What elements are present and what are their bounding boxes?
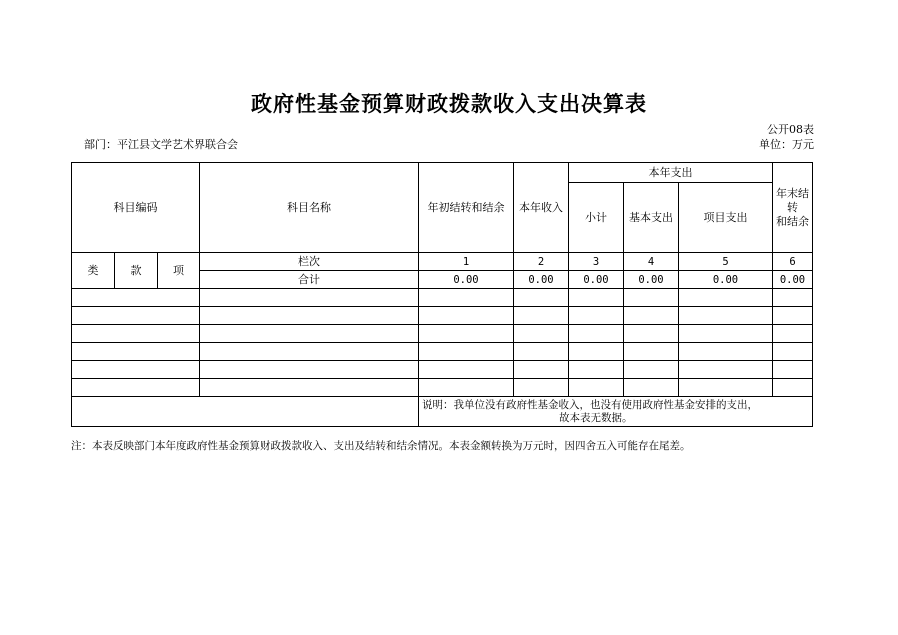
table-cell <box>569 289 624 307</box>
total-value: 0.00 <box>514 271 569 289</box>
total-value: 0.00 <box>569 271 624 289</box>
footnote: 注：本表反映部门本年度政府性基金预算财政拨款收入、支出及结转和结余情况。本表金额转换为万元时，因四舍五入可能存在尾差。 <box>71 440 691 452</box>
table-row <box>72 325 813 343</box>
table-cell <box>569 361 624 379</box>
table-cell <box>773 289 813 307</box>
item-header: 项 <box>158 253 200 289</box>
table-cell <box>72 325 200 343</box>
subject-code-header: 科目编码 <box>72 163 200 253</box>
table-cell <box>72 361 200 379</box>
subtotal-header: 小计 <box>569 183 624 253</box>
note-cell <box>419 397 773 427</box>
table-cell <box>514 379 569 397</box>
table-cell <box>773 307 813 325</box>
annual-expense-header: 本年支出 <box>569 163 773 183</box>
table-cell <box>72 289 200 307</box>
table-cell <box>569 307 624 325</box>
subject-name-header: 科目名称 <box>200 163 419 253</box>
table-cell <box>200 361 419 379</box>
form-number: 公开08表 <box>767 123 814 136</box>
page-title: 政府性基金预算财政拨款收入支出决算表 <box>251 92 647 116</box>
closing-balance-header-line2: 和结余 <box>776 214 809 228</box>
table-row <box>72 379 813 397</box>
table-cell <box>419 325 514 343</box>
table-cell <box>514 361 569 379</box>
table-cell <box>200 307 419 325</box>
table-cell <box>419 343 514 361</box>
column-number: 2 <box>514 253 569 271</box>
table-cell <box>200 379 419 397</box>
section-header: 款 <box>115 253 158 289</box>
table-cell <box>624 343 679 361</box>
table-cell <box>200 289 419 307</box>
closing-balance-header-line1: 年末结转 <box>776 186 809 214</box>
table-cell <box>569 343 624 361</box>
table-cell <box>624 289 679 307</box>
table-cell <box>200 343 419 361</box>
total-label: 合计 <box>200 271 419 289</box>
table-cell <box>679 379 773 397</box>
table-cell <box>773 379 813 397</box>
table-cell <box>679 307 773 325</box>
table-cell <box>514 343 569 361</box>
table-cell <box>624 379 679 397</box>
table-cell <box>773 325 813 343</box>
table-cell <box>200 325 419 343</box>
department-label: 部门：平江县文学艺术界联合会 <box>84 138 238 151</box>
table-cell <box>624 361 679 379</box>
total-value: 0.00 <box>624 271 679 289</box>
table-cell <box>624 307 679 325</box>
header-row-1 <box>72 163 813 183</box>
table-cell <box>419 289 514 307</box>
table-cell <box>419 379 514 397</box>
column-number: 5 <box>679 253 773 271</box>
note-line-1: 说明：我单位没有政府性基金收入，也没有使用政府性基金安排的支出， <box>422 398 758 411</box>
table-cell <box>419 361 514 379</box>
table-cell <box>773 361 813 379</box>
opening-balance-header: 年初结转和结余 <box>419 163 514 253</box>
table-row <box>72 361 813 379</box>
table-row <box>72 289 813 307</box>
total-value: 0.00 <box>419 271 514 289</box>
annual-income-header: 本年收入 <box>514 163 569 253</box>
table-cell <box>679 289 773 307</box>
table-cell <box>419 307 514 325</box>
total-value: 0.00 <box>679 271 773 289</box>
table-cell <box>679 343 773 361</box>
column-number: 6 <box>773 253 813 271</box>
column-order-label: 栏次 <box>200 253 419 271</box>
project-expense-header: 项目支出 <box>679 183 773 253</box>
column-number: 3 <box>569 253 624 271</box>
column-number: 4 <box>624 253 679 271</box>
basic-expense-header: 基本支出 <box>624 183 679 253</box>
table-cell <box>72 343 200 361</box>
table-cell <box>773 343 813 361</box>
closing-balance-header <box>773 163 813 253</box>
table-cell <box>514 289 569 307</box>
unit-label: 单位：万元 <box>759 138 814 151</box>
table-row <box>72 307 813 325</box>
table-cell <box>569 325 624 343</box>
table-cell <box>514 307 569 325</box>
table-cell <box>72 379 200 397</box>
table-cell <box>679 325 773 343</box>
note-line-2: 故本表无数据。 <box>559 411 633 424</box>
note-row <box>72 397 813 427</box>
table-row <box>72 343 813 361</box>
total-value: 0.00 <box>773 271 813 289</box>
note-tail-cell <box>773 397 813 427</box>
table-cell <box>72 307 200 325</box>
note-blank-cell <box>72 397 419 427</box>
table-cell <box>679 361 773 379</box>
category-header: 类 <box>72 253 115 289</box>
column-number-row <box>72 253 813 271</box>
table-cell <box>624 325 679 343</box>
table-cell <box>569 379 624 397</box>
table-cell <box>514 325 569 343</box>
column-number: 1 <box>419 253 514 271</box>
budget-table <box>71 162 813 427</box>
